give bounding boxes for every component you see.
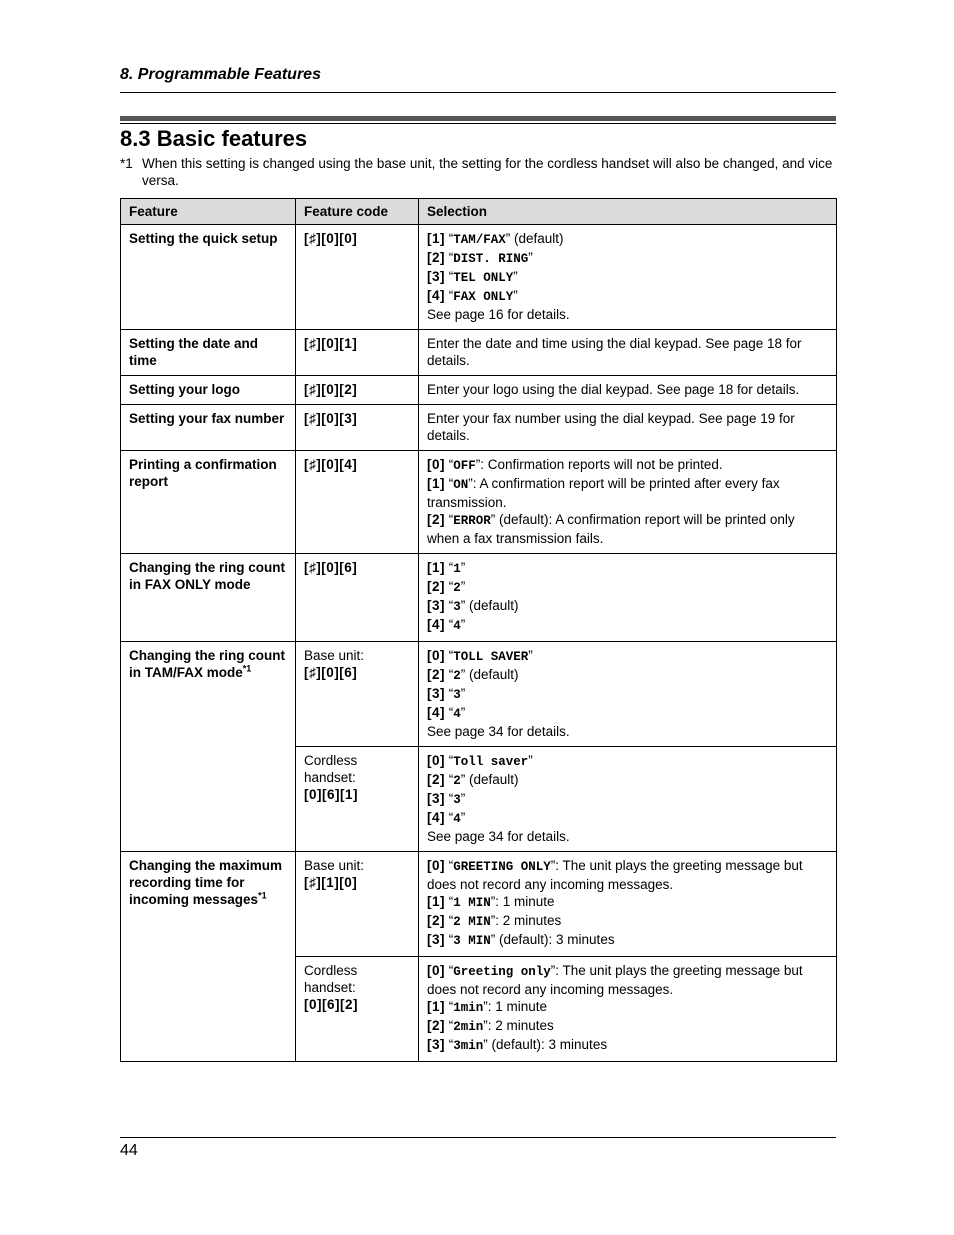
option-quote-close: ” bbox=[460, 579, 466, 594]
selection-option bbox=[427, 704, 828, 723]
option-quote-close: ” bbox=[460, 686, 466, 701]
option-quote-close: ” bbox=[483, 999, 488, 1014]
option-quote-close: ” bbox=[513, 269, 518, 284]
option-quote-close: ” bbox=[460, 598, 466, 613]
table-row bbox=[121, 376, 837, 405]
column-header-feature: Feature bbox=[121, 199, 296, 225]
option-quote-close: ” bbox=[483, 1037, 488, 1052]
selection-cell bbox=[419, 405, 837, 451]
feature-code-cell bbox=[296, 405, 419, 451]
option-key: [1] bbox=[427, 999, 445, 1014]
selection-cell bbox=[419, 852, 837, 957]
option-description: : The unit plays the greeting message but does not record any incoming messages. bbox=[427, 963, 803, 997]
option-description: : 1 minute bbox=[495, 894, 555, 909]
option-quote-close: ” bbox=[528, 753, 533, 768]
option-value: 1 bbox=[453, 562, 461, 576]
option-quote-open: “ bbox=[445, 858, 454, 873]
footnote-text: When this setting is changed using the base unit, the setting for the cordless handset will also be changed, and vice versa. bbox=[142, 156, 833, 188]
table-row bbox=[121, 405, 837, 451]
option-key: [3] bbox=[427, 932, 445, 947]
page-number: 44 bbox=[120, 1142, 138, 1159]
option-description: : 2 minutes bbox=[495, 913, 562, 928]
selection-option bbox=[427, 511, 828, 547]
option-key: [2] bbox=[427, 250, 445, 265]
option-quote-close: ” bbox=[528, 648, 533, 663]
feature-name: Changing the ring count in TAM/FAX mode bbox=[129, 648, 285, 680]
option-value: TEL ONLY bbox=[453, 271, 514, 285]
option-value: 4 bbox=[453, 619, 461, 633]
feature-code: [♯][0][0] bbox=[304, 231, 358, 246]
option-description: (default): 3 minutes bbox=[495, 932, 615, 947]
option-value: 1min bbox=[453, 1001, 484, 1015]
option-quote-open: “ bbox=[445, 686, 454, 701]
option-quote-open: “ bbox=[445, 753, 454, 768]
option-quote-open: “ bbox=[445, 288, 454, 303]
selection-option bbox=[427, 912, 828, 931]
option-value: 3 bbox=[453, 793, 461, 807]
option-description: (default) bbox=[465, 598, 519, 613]
option-key: [2] bbox=[427, 772, 445, 787]
selection-option bbox=[427, 230, 828, 249]
option-quote-close: ” bbox=[460, 560, 466, 575]
features-table bbox=[120, 198, 837, 1062]
option-quote-open: “ bbox=[445, 648, 454, 663]
selection-note: See page 34 for details. bbox=[427, 724, 570, 739]
option-value: Toll saver bbox=[453, 755, 529, 769]
option-key: [1] bbox=[427, 560, 445, 575]
feature-cell bbox=[121, 405, 296, 451]
table-row bbox=[121, 225, 837, 330]
column-header-selection: Selection bbox=[419, 199, 837, 225]
option-value: 2min bbox=[453, 1020, 484, 1034]
option-quote-open: “ bbox=[445, 1037, 454, 1052]
option-value: TAM/FAX bbox=[453, 233, 506, 247]
feature-code-cell bbox=[296, 330, 419, 376]
option-value: 4 bbox=[453, 812, 461, 826]
selection-text: Enter the date and time using the dial keypad. See page 18 for details. bbox=[427, 336, 802, 368]
option-key: [0] bbox=[427, 963, 445, 978]
selection-option bbox=[427, 616, 828, 635]
option-quote-close: ” bbox=[490, 512, 496, 527]
option-value: 2 MIN bbox=[453, 915, 491, 929]
option-description: (default) bbox=[465, 772, 519, 787]
option-key: [2] bbox=[427, 667, 445, 682]
selection-cell bbox=[419, 451, 837, 554]
option-quote-open: “ bbox=[445, 894, 454, 909]
feature-name: Changing the maximum recording time for incoming messages bbox=[129, 858, 283, 907]
feature-code: [0][6][1] bbox=[304, 787, 358, 802]
column-header-feature-code: Feature code bbox=[296, 199, 419, 225]
option-description: : 2 minutes bbox=[487, 1018, 554, 1033]
option-quote-close: ” bbox=[505, 231, 511, 246]
selection-option bbox=[427, 962, 828, 998]
option-value: GREETING ONLY bbox=[453, 860, 551, 874]
footnote bbox=[120, 155, 836, 189]
option-key: [3] bbox=[427, 1037, 445, 1052]
option-quote-open: “ bbox=[445, 231, 454, 246]
feature-code-cell bbox=[296, 747, 419, 852]
feature-code-cell bbox=[296, 642, 419, 747]
footer-rule bbox=[120, 1137, 836, 1138]
option-value: 3 MIN bbox=[453, 934, 491, 948]
selection-option bbox=[427, 1017, 828, 1036]
option-description: : The unit plays the greeting message but does not record any incoming messages. bbox=[427, 858, 803, 892]
feature-code: [♯][0][4] bbox=[304, 457, 358, 472]
selection-option bbox=[427, 578, 828, 597]
table-row bbox=[121, 451, 837, 554]
option-quote-close: ” bbox=[550, 858, 556, 873]
feature-code-cell bbox=[296, 957, 419, 1062]
selection-option bbox=[427, 268, 828, 287]
selection-option bbox=[427, 287, 828, 306]
feature-cell bbox=[121, 225, 296, 330]
option-key: [2] bbox=[427, 1018, 445, 1033]
option-quote-close: ” bbox=[490, 932, 496, 947]
feature-code: [♯][0][2] bbox=[304, 382, 358, 397]
selection-text: Enter your logo using the dial keypad. See page 18 for details. bbox=[427, 382, 800, 397]
table-row bbox=[121, 642, 837, 747]
option-quote-open: “ bbox=[445, 772, 454, 787]
feature-name: Printing a confirmation report bbox=[129, 457, 277, 489]
selection-cell bbox=[419, 330, 837, 376]
selection-cell bbox=[419, 225, 837, 330]
option-quote-open: “ bbox=[445, 250, 454, 265]
option-quote-open: “ bbox=[445, 1018, 454, 1033]
selection-option bbox=[427, 559, 828, 578]
option-quote-close: ” bbox=[468, 476, 473, 491]
selection-option bbox=[427, 771, 828, 790]
table-header-row bbox=[121, 199, 837, 225]
option-quote-open: “ bbox=[445, 999, 454, 1014]
option-key: [1] bbox=[427, 894, 445, 909]
feature-cell bbox=[121, 554, 296, 642]
option-quote-open: “ bbox=[445, 560, 454, 575]
footnote-reference: *1 bbox=[242, 663, 252, 674]
option-description: (default) bbox=[465, 667, 519, 682]
option-quote-open: “ bbox=[445, 667, 454, 682]
code-label: Cordless handset: bbox=[304, 753, 358, 785]
selection-option bbox=[427, 685, 828, 704]
option-description: (default) bbox=[510, 231, 564, 246]
feature-cell bbox=[121, 642, 296, 852]
selection-cell bbox=[419, 376, 837, 405]
feature-code-cell bbox=[296, 554, 419, 642]
code-label: Base unit: bbox=[304, 858, 365, 873]
feature-code: [♯][0][6] bbox=[304, 665, 358, 680]
option-value: DIST. RING bbox=[453, 252, 529, 266]
option-quote-close: ” bbox=[460, 772, 466, 787]
feature-name: Setting the quick setup bbox=[129, 231, 278, 246]
feature-name: Changing the ring count in FAX ONLY mode bbox=[129, 560, 285, 592]
option-description: (default): A confirmation report will be printed only when a fax transmission fails. bbox=[427, 512, 795, 546]
selection-note: See page 16 for details. bbox=[427, 307, 570, 322]
option-quote-open: “ bbox=[445, 269, 454, 284]
code-label: Cordless handset: bbox=[304, 963, 358, 995]
option-quote-open: “ bbox=[445, 932, 454, 947]
selection-cell bbox=[419, 642, 837, 747]
title-rule-thin bbox=[120, 123, 836, 124]
selection-option bbox=[427, 752, 828, 771]
option-key: [2] bbox=[427, 579, 445, 594]
page-title: 8.3 Basic features bbox=[120, 126, 308, 151]
option-quote-close: ” bbox=[460, 705, 466, 720]
option-key: [3] bbox=[427, 269, 445, 284]
option-value: 1 MIN bbox=[453, 896, 491, 910]
option-description: : Confirmation reports will not be printed. bbox=[480, 457, 723, 472]
option-quote-open: “ bbox=[445, 598, 454, 613]
feature-code-cell bbox=[296, 376, 419, 405]
feature-name: Setting your fax number bbox=[129, 411, 285, 426]
option-quote-close: ” bbox=[460, 791, 466, 806]
option-quote-open: “ bbox=[445, 512, 454, 527]
option-quote-open: “ bbox=[445, 476, 454, 491]
option-value: 3 bbox=[453, 600, 461, 614]
option-key: [0] bbox=[427, 648, 445, 663]
feature-code: [♯][0][6] bbox=[304, 560, 358, 575]
option-key: [0] bbox=[427, 457, 445, 472]
option-quote-close: ” bbox=[475, 457, 481, 472]
option-key: [0] bbox=[427, 858, 445, 873]
feature-code-cell bbox=[296, 852, 419, 957]
table-row bbox=[121, 852, 837, 957]
feature-code: [♯][1][0] bbox=[304, 875, 358, 890]
option-description: : 1 minute bbox=[487, 999, 548, 1014]
option-quote-open: “ bbox=[445, 617, 454, 632]
code-label: Base unit: bbox=[304, 648, 365, 663]
table-row bbox=[121, 330, 837, 376]
option-value: ERROR bbox=[453, 514, 491, 528]
option-value: FAX ONLY bbox=[453, 290, 514, 304]
selection-note: See page 34 for details. bbox=[427, 829, 570, 844]
option-quote-close: ” bbox=[490, 913, 496, 928]
option-key: [1] bbox=[427, 231, 445, 246]
selection-option bbox=[427, 790, 828, 809]
selection-cell bbox=[419, 957, 837, 1062]
feature-cell bbox=[121, 376, 296, 405]
option-description: : A confirmation report will be printed after every fax transmission. bbox=[427, 476, 780, 510]
selection-option bbox=[427, 597, 828, 616]
option-quote-close: ” bbox=[460, 617, 466, 632]
option-key: [4] bbox=[427, 810, 445, 825]
option-value: OFF bbox=[453, 459, 476, 473]
selection-option bbox=[427, 809, 828, 828]
option-value: 2 bbox=[453, 774, 461, 788]
option-key: [2] bbox=[427, 913, 445, 928]
feature-code: [♯][0][1] bbox=[304, 336, 358, 351]
feature-cell bbox=[121, 852, 296, 1062]
feature-name: Setting your logo bbox=[129, 382, 240, 397]
selection-option bbox=[427, 666, 828, 685]
option-quote-close: ” bbox=[550, 963, 556, 978]
header-rule bbox=[120, 92, 836, 93]
selection-option bbox=[427, 931, 828, 950]
feature-code: [♯][0][3] bbox=[304, 411, 358, 426]
option-key: [4] bbox=[427, 705, 445, 720]
option-key: [2] bbox=[427, 512, 445, 527]
option-quote-open: “ bbox=[445, 705, 454, 720]
option-quote-open: “ bbox=[445, 791, 454, 806]
feature-cell bbox=[121, 451, 296, 554]
option-key: [1] bbox=[427, 476, 445, 491]
option-value: Greeting only bbox=[453, 965, 551, 979]
option-key: [3] bbox=[427, 686, 445, 701]
option-quote-close: ” bbox=[460, 810, 466, 825]
selection-option bbox=[427, 857, 828, 893]
option-quote-close: ” bbox=[460, 667, 466, 682]
option-key: [0] bbox=[427, 753, 445, 768]
feature-name: Setting the date and time bbox=[129, 336, 259, 368]
option-key: [3] bbox=[427, 598, 445, 613]
selection-option bbox=[427, 893, 828, 912]
option-quote-open: “ bbox=[445, 579, 454, 594]
feature-code: [0][6][2] bbox=[304, 997, 358, 1012]
option-quote-open: “ bbox=[445, 457, 454, 472]
footnote-mark: *1 bbox=[120, 156, 133, 171]
option-description: (default): 3 minutes bbox=[487, 1037, 608, 1052]
option-value: TOLL SAVER bbox=[453, 650, 529, 664]
option-quote-close: ” bbox=[490, 894, 496, 909]
option-value: 3min bbox=[453, 1039, 484, 1053]
option-key: [3] bbox=[427, 791, 445, 806]
option-value: 3 bbox=[453, 688, 461, 702]
option-value: ON bbox=[453, 478, 469, 492]
option-key: [4] bbox=[427, 617, 445, 632]
option-quote-open: “ bbox=[445, 913, 454, 928]
title-rule-thick bbox=[120, 116, 836, 121]
feature-code-cell bbox=[296, 451, 419, 554]
option-value: 2 bbox=[453, 669, 461, 683]
feature-code-cell bbox=[296, 225, 419, 330]
option-quote-close: ” bbox=[528, 250, 533, 265]
selection-option bbox=[427, 475, 828, 511]
table-row bbox=[121, 554, 837, 642]
selection-option bbox=[427, 456, 828, 475]
option-quote-open: “ bbox=[445, 963, 454, 978]
selection-option bbox=[427, 249, 828, 268]
selection-cell bbox=[419, 554, 837, 642]
selection-text: Enter your fax number using the dial keypad. See page 19 for details. bbox=[427, 411, 795, 443]
option-value: 4 bbox=[453, 707, 461, 721]
footnote-reference: *1 bbox=[258, 890, 267, 901]
selection-option bbox=[427, 647, 828, 666]
selection-option bbox=[427, 998, 828, 1017]
option-quote-open: “ bbox=[445, 810, 454, 825]
option-value: 2 bbox=[453, 581, 461, 595]
feature-cell bbox=[121, 330, 296, 376]
selection-option bbox=[427, 1036, 828, 1055]
option-quote-close: ” bbox=[513, 288, 518, 303]
option-quote-close: ” bbox=[483, 1018, 488, 1033]
option-key: [4] bbox=[427, 288, 445, 303]
running-header: 8. Programmable Features bbox=[120, 66, 321, 83]
selection-cell bbox=[419, 747, 837, 852]
